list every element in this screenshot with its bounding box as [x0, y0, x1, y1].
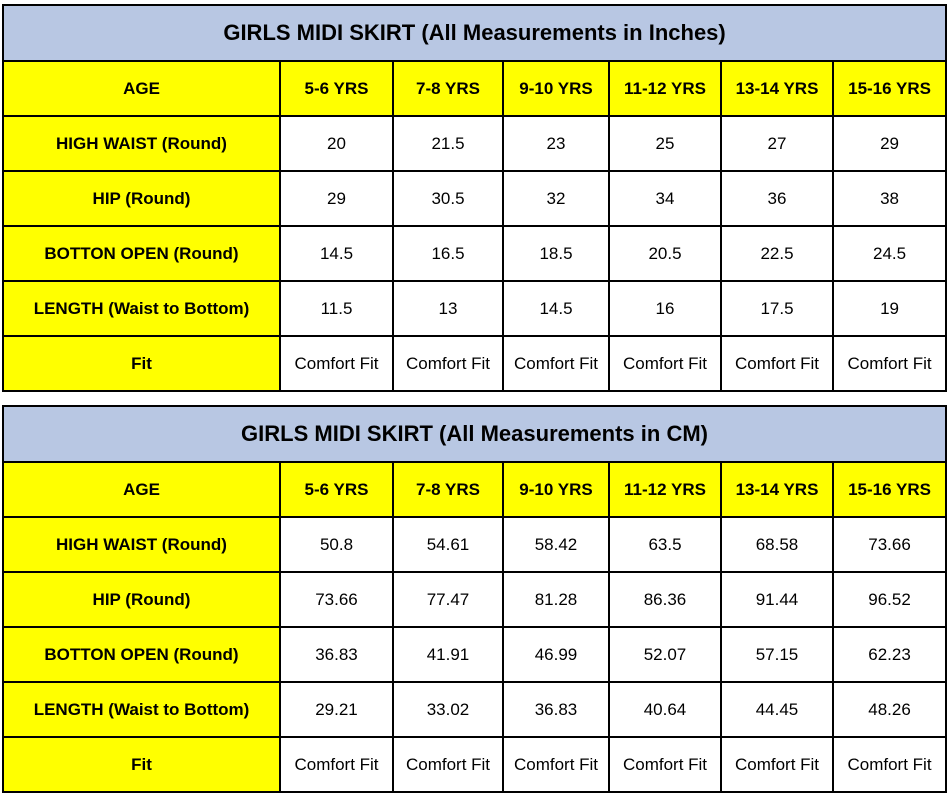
value-cell: Comfort Fit	[280, 737, 393, 792]
value-cell: 91.44	[721, 572, 833, 627]
value-cell: 22.5	[721, 226, 833, 281]
value-cell: 50.8	[280, 517, 393, 572]
table-row	[3, 517, 946, 572]
row-label: HIGH WAIST (Round)	[3, 116, 280, 171]
row-label: LENGTH (Waist to Bottom)	[3, 281, 280, 336]
value-cell: 29.21	[280, 682, 393, 737]
header-row	[3, 462, 946, 517]
value-cell: 63.5	[609, 517, 721, 572]
header-cell: 15-16 YRS	[833, 61, 946, 116]
size-table-inches	[2, 4, 947, 392]
table-title-row	[3, 406, 946, 462]
value-cell: Comfort Fit	[833, 737, 946, 792]
value-cell: 23	[503, 116, 609, 171]
value-cell: 13	[393, 281, 503, 336]
value-cell: 16	[609, 281, 721, 336]
value-cell: 33.02	[393, 682, 503, 737]
value-cell: 29	[280, 171, 393, 226]
value-cell: Comfort Fit	[721, 737, 833, 792]
value-cell: 36.83	[280, 627, 393, 682]
value-cell: 20.5	[609, 226, 721, 281]
table-row	[3, 572, 946, 627]
table-title: GIRLS MIDI SKIRT (All Measurements in CM)	[3, 406, 946, 462]
row-label: Fit	[3, 336, 280, 391]
row-label: HIGH WAIST (Round)	[3, 517, 280, 572]
value-cell: 62.23	[833, 627, 946, 682]
value-cell: 29	[833, 116, 946, 171]
table-row	[3, 281, 946, 336]
header-cell: 11-12 YRS	[609, 61, 721, 116]
header-cell: 7-8 YRS	[393, 61, 503, 116]
value-cell: Comfort Fit	[609, 336, 721, 391]
value-cell: 40.64	[609, 682, 721, 737]
value-cell: 14.5	[280, 226, 393, 281]
value-cell: 36.83	[503, 682, 609, 737]
value-cell: Comfort Fit	[503, 336, 609, 391]
value-cell: 18.5	[503, 226, 609, 281]
value-cell: Comfort Fit	[280, 336, 393, 391]
row-label: LENGTH (Waist to Bottom)	[3, 682, 280, 737]
row-label: BOTTON OPEN (Round)	[3, 627, 280, 682]
header-cell: 13-14 YRS	[721, 462, 833, 517]
value-cell: 38	[833, 171, 946, 226]
value-cell: 73.66	[833, 517, 946, 572]
header-cell-age: AGE	[3, 61, 280, 116]
value-cell: 27	[721, 116, 833, 171]
value-cell: 48.26	[833, 682, 946, 737]
header-cell: 5-6 YRS	[280, 462, 393, 517]
header-cell: 13-14 YRS	[721, 61, 833, 116]
value-cell: 41.91	[393, 627, 503, 682]
value-cell: 24.5	[833, 226, 946, 281]
value-cell: 81.28	[503, 572, 609, 627]
value-cell: Comfort Fit	[609, 737, 721, 792]
row-label: BOTTON OPEN (Round)	[3, 226, 280, 281]
value-cell: Comfort Fit	[833, 336, 946, 391]
value-cell: 57.15	[721, 627, 833, 682]
value-cell: Comfort Fit	[393, 336, 503, 391]
table-row	[3, 171, 946, 226]
table-title: GIRLS MIDI SKIRT (All Measurements in Inches)	[3, 5, 946, 61]
value-cell: 58.42	[503, 517, 609, 572]
row-label: Fit	[3, 737, 280, 792]
header-cell: 5-6 YRS	[280, 61, 393, 116]
header-cell: 15-16 YRS	[833, 462, 946, 517]
row-label: HIP (Round)	[3, 572, 280, 627]
value-cell: 68.58	[721, 517, 833, 572]
header-cell: 9-10 YRS	[503, 462, 609, 517]
header-cell: 9-10 YRS	[503, 61, 609, 116]
table-row	[3, 737, 946, 792]
size-table-cm	[2, 405, 947, 793]
table-title-row	[3, 5, 946, 61]
value-cell: 16.5	[393, 226, 503, 281]
value-cell: 36	[721, 171, 833, 226]
header-cell: 11-12 YRS	[609, 462, 721, 517]
value-cell: 86.36	[609, 572, 721, 627]
value-cell: 73.66	[280, 572, 393, 627]
value-cell: Comfort Fit	[503, 737, 609, 792]
header-cell: 7-8 YRS	[393, 462, 503, 517]
value-cell: 32	[503, 171, 609, 226]
table-row	[3, 226, 946, 281]
table-row	[3, 116, 946, 171]
value-cell: 19	[833, 281, 946, 336]
value-cell: 30.5	[393, 171, 503, 226]
value-cell: 46.99	[503, 627, 609, 682]
table-row	[3, 682, 946, 737]
value-cell: 14.5	[503, 281, 609, 336]
value-cell: 17.5	[721, 281, 833, 336]
value-cell: 20	[280, 116, 393, 171]
value-cell: 11.5	[280, 281, 393, 336]
value-cell: 54.61	[393, 517, 503, 572]
table-row	[3, 627, 946, 682]
value-cell: 34	[609, 171, 721, 226]
value-cell: Comfort Fit	[721, 336, 833, 391]
value-cell: 77.47	[393, 572, 503, 627]
row-label: HIP (Round)	[3, 171, 280, 226]
value-cell: 25	[609, 116, 721, 171]
header-row	[3, 61, 946, 116]
value-cell: 21.5	[393, 116, 503, 171]
value-cell: 96.52	[833, 572, 946, 627]
table-row	[3, 336, 946, 391]
value-cell: 52.07	[609, 627, 721, 682]
value-cell: 44.45	[721, 682, 833, 737]
value-cell: Comfort Fit	[393, 737, 503, 792]
header-cell-age: AGE	[3, 462, 280, 517]
